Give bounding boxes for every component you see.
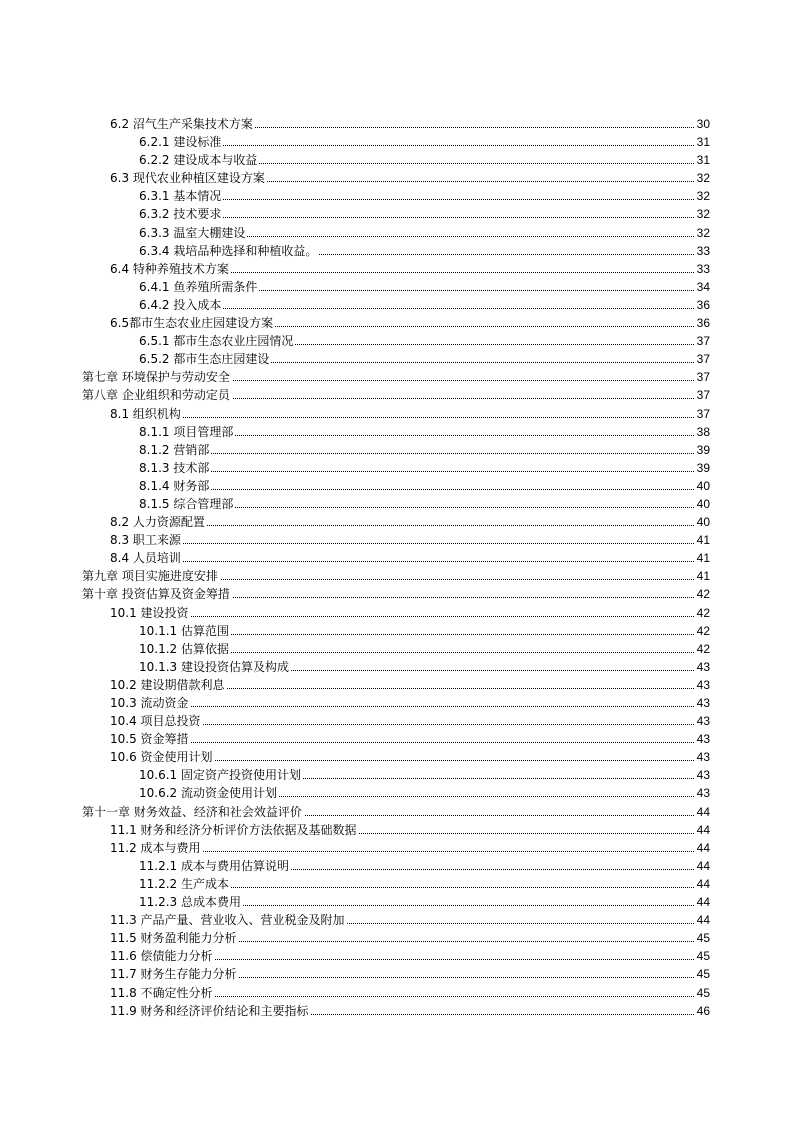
toc-entry-page-number: 41 <box>696 533 710 548</box>
toc-entry-page-number: 44 <box>696 876 710 891</box>
toc-entry-page-number: 41 <box>696 569 710 584</box>
toc-entry[interactable] <box>0 784 794 802</box>
toc-entry-page-number: 45 <box>696 985 710 1000</box>
toc-entry[interactable] <box>0 441 794 459</box>
toc-entry-title: 10.6.1 固定资产投资使用计划 <box>139 768 301 783</box>
toc-entry-page-number: 33 <box>696 243 710 258</box>
toc-entry[interactable] <box>0 549 794 567</box>
dot-leader <box>110 543 710 544</box>
toc-entry[interactable] <box>0 821 794 839</box>
dot-leader <box>110 561 710 562</box>
toc-entry-page-number: 39 <box>696 442 710 457</box>
toc-entry[interactable] <box>0 513 794 531</box>
toc-entry[interactable] <box>0 1002 794 1020</box>
toc-entry-page-number: 44 <box>696 822 710 837</box>
toc-entry[interactable] <box>0 658 794 676</box>
toc-entry-title: 6.3.3 温室大棚建设 <box>139 225 246 240</box>
toc-entry-title: 10.1.1 估算范围 <box>139 623 229 638</box>
toc-entry-title: 10.1.2 估算依据 <box>139 641 229 656</box>
toc-entry-title: 8.1.2 营销部 <box>139 442 210 457</box>
toc-entry[interactable] <box>0 151 794 169</box>
toc-entry-page-number: 45 <box>696 967 710 982</box>
toc-entry-title: 11.6 偿债能力分析 <box>110 949 213 964</box>
toc-entry[interactable] <box>0 169 794 187</box>
toc-entry-page-number: 38 <box>696 424 710 439</box>
toc-entry-title: 10.3 流动资金 <box>110 696 189 710</box>
toc-entry[interactable] <box>0 350 794 368</box>
toc-entry[interactable] <box>0 386 794 404</box>
toc-entry-page-number: 37 <box>696 370 710 385</box>
toc-entry-title: 6.3 现代农业种植区建设方案 <box>110 171 265 186</box>
toc-entry[interactable] <box>0 495 794 513</box>
toc-entry-page-number: 40 <box>696 496 710 511</box>
toc-entry-title: 6.5.2 都市生态庄园建设 <box>139 352 270 367</box>
toc-entry[interactable] <box>0 857 794 875</box>
toc-entry[interactable] <box>0 133 794 151</box>
toc-entry[interactable] <box>0 278 794 296</box>
toc-entry-title: 6.2.2 建设成本与收益 <box>139 153 258 168</box>
toc-entry-title: 6.4.2 投入成本 <box>139 297 222 312</box>
table-of-contents <box>0 115 794 1020</box>
toc-entry-title: 6.2.1 建设标准 <box>139 135 222 150</box>
toc-entry-page-number: 37 <box>696 388 710 403</box>
toc-entry[interactable] <box>0 893 794 911</box>
toc-entry-page-number: 44 <box>696 913 710 928</box>
toc-entry-title: 第九章 项目实施进度安排 <box>82 569 218 584</box>
toc-entry-title: 11.5 财务盈利能力分析 <box>110 931 237 946</box>
toc-entry-page-number: 31 <box>696 153 710 168</box>
toc-entry-page-number: 44 <box>696 804 710 819</box>
toc-entry[interactable] <box>0 676 794 694</box>
toc-entry-title: 6.4.1 鱼养殖所需条件 <box>139 279 258 294</box>
toc-entry-title: 8.1 组织机构 <box>110 406 181 421</box>
toc-entry-title: 10.2 建设期借款利息 <box>110 677 225 692</box>
toc-entry[interactable] <box>0 748 794 766</box>
toc-entry-page-number: 37 <box>696 334 710 349</box>
dot-leader <box>110 417 710 418</box>
toc-entry-title: 第十一章 财务效益、经济和社会效益评价 <box>82 804 302 819</box>
toc-entry[interactable] <box>0 187 794 205</box>
toc-entry-title: 6.3.2 技术要求 <box>139 207 222 222</box>
toc-entry[interactable] <box>0 459 794 477</box>
toc-entry-title: 11.1 财务和经济分析评价方法依据及基础数据 <box>110 822 357 837</box>
toc-entry-page-number: 43 <box>696 677 710 692</box>
toc-entry-title: 8.3 职工来源 <box>110 533 181 548</box>
toc-entry-title: 8.2 人力资源配置 <box>110 515 205 530</box>
toc-entry-title: 6.3.1 基本情况 <box>139 189 222 204</box>
toc-entry[interactable] <box>0 875 794 893</box>
toc-entry-page-number: 46 <box>696 1003 710 1018</box>
toc-entry-title: 8.1.5 综合管理部 <box>139 496 234 511</box>
toc-entry-page-number: 43 <box>696 696 710 710</box>
toc-entry-page-number: 37 <box>696 352 710 367</box>
toc-entry-title: 10.4 项目总投资 <box>110 714 201 729</box>
dot-leader <box>139 308 710 309</box>
toc-entry-title: 6.5都市生态农业庄园建设方案 <box>110 316 274 331</box>
toc-entry-page-number: 42 <box>696 605 710 620</box>
toc-entry-page-number: 43 <box>696 768 710 783</box>
toc-entry-title: 第十章 投资估算及资金筹措 <box>82 587 230 602</box>
toc-entry-page-number: 34 <box>696 279 710 294</box>
toc-entry[interactable] <box>0 965 794 983</box>
toc-entry-title: 8.4 人员培训 <box>110 551 181 566</box>
toc-entry[interactable] <box>0 567 794 585</box>
toc-entry-title: 11.8 不确定性分析 <box>110 985 213 1000</box>
toc-entry[interactable] <box>0 839 794 857</box>
toc-entry[interactable] <box>0 423 794 441</box>
toc-entry-page-number: 31 <box>696 135 710 150</box>
toc-entry[interactable] <box>0 224 794 242</box>
toc-entry-title: 第八章 企业组织和劳动定员 <box>82 388 230 403</box>
toc-entry-page-number: 36 <box>696 316 710 331</box>
toc-entry[interactable] <box>0 712 794 730</box>
toc-entry-page-number: 40 <box>696 478 710 493</box>
toc-entry-title: 11.2.1 成本与费用估算说明 <box>139 858 289 873</box>
toc-entry-page-number: 43 <box>696 659 710 674</box>
toc-entry-page-number: 44 <box>696 858 710 873</box>
toc-entry[interactable] <box>0 314 794 332</box>
toc-entry-title: 11.2.2 生产成本 <box>139 876 229 891</box>
toc-entry[interactable] <box>0 332 794 350</box>
toc-entry[interactable] <box>0 368 794 386</box>
toc-entry-title: 6.2 沼气生产采集技术方案 <box>110 117 253 131</box>
toc-entry-title: 10.6.2 流动资金使用计划 <box>139 786 277 801</box>
dot-leader <box>139 453 710 454</box>
toc-entry-page-number: 44 <box>696 840 710 855</box>
toc-entry-page-number: 30 <box>696 117 710 131</box>
toc-entry-page-number: 42 <box>696 641 710 656</box>
toc-entry-page-number: 45 <box>696 931 710 946</box>
toc-entry-title: 6.3.4 栽培品种选择和种植收益。 <box>139 243 318 258</box>
toc-entry-title: 6.4 特种养殖技术方案 <box>110 261 229 276</box>
toc-entry[interactable] <box>0 929 794 947</box>
toc-entry-title: 10.1.3 建设投资估算及构成 <box>139 659 289 674</box>
toc-entry-page-number: 41 <box>696 551 710 566</box>
toc-entry[interactable] <box>0 984 794 1002</box>
dot-leader <box>139 489 710 490</box>
toc-entry[interactable] <box>0 947 794 965</box>
dot-leader <box>110 706 710 707</box>
toc-entry-title: 11.3 产品产量、营业收入、营业税金及附加 <box>110 913 345 928</box>
toc-entry-page-number: 33 <box>696 261 710 276</box>
toc-entry-title: 10.5 资金筹措 <box>110 732 189 747</box>
toc-entry[interactable] <box>0 585 794 603</box>
dot-leader <box>110 616 710 617</box>
toc-entry[interactable] <box>0 115 794 133</box>
toc-entry[interactable] <box>0 260 794 278</box>
toc-entry-title: 11.2 成本与费用 <box>110 840 201 855</box>
toc-entry-title: 8.1.4 财务部 <box>139 478 210 493</box>
toc-entry[interactable] <box>0 803 794 821</box>
toc-entry-page-number: 32 <box>696 171 710 186</box>
toc-entry[interactable] <box>0 911 794 929</box>
toc-entry[interactable] <box>0 622 794 640</box>
toc-entry-page-number: 42 <box>696 587 710 602</box>
toc-entry-page-number: 39 <box>696 460 710 475</box>
dot-leader <box>139 145 710 146</box>
toc-entry-page-number: 43 <box>696 732 710 747</box>
toc-entry-page-number: 32 <box>696 207 710 222</box>
toc-entry[interactable] <box>0 730 794 748</box>
toc-entry-page-number: 45 <box>696 949 710 964</box>
toc-entry-title: 10.1 建设投资 <box>110 605 189 620</box>
toc-entry[interactable] <box>0 477 794 495</box>
toc-entry[interactable] <box>0 640 794 658</box>
toc-entry[interactable] <box>0 766 794 784</box>
toc-entry-page-number: 42 <box>696 623 710 638</box>
toc-entry-title: 8.1.1 项目管理部 <box>139 424 234 439</box>
toc-entry-title: 11.2.3 总成本费用 <box>139 895 241 910</box>
toc-entry-title: 第七章 环境保护与劳动安全 <box>82 370 230 385</box>
toc-entry[interactable] <box>0 604 794 622</box>
toc-entry-page-number: 37 <box>696 406 710 421</box>
dot-leader <box>110 742 710 743</box>
toc-entry-title: 11.7 财务生存能力分析 <box>110 967 237 982</box>
toc-entry[interactable] <box>0 242 794 260</box>
toc-entry-page-number: 36 <box>696 297 710 312</box>
toc-entry-page-number: 43 <box>696 786 710 801</box>
toc-entry[interactable] <box>0 531 794 549</box>
toc-entry[interactable] <box>0 405 794 423</box>
toc-entry[interactable] <box>0 694 794 712</box>
dot-leader <box>139 471 710 472</box>
dot-leader <box>139 217 710 218</box>
toc-entry-page-number: 44 <box>696 895 710 910</box>
toc-entry-title: 8.1.3 技术部 <box>139 460 210 475</box>
toc-entry[interactable] <box>0 205 794 223</box>
toc-entry-page-number: 43 <box>696 714 710 729</box>
toc-entry-page-number: 32 <box>696 189 710 204</box>
toc-entry-title: 6.5.1 都市生态农业庄园情况 <box>139 334 294 349</box>
toc-entry-page-number: 40 <box>696 515 710 530</box>
toc-entry-page-number: 32 <box>696 225 710 240</box>
toc-entry[interactable] <box>0 296 794 314</box>
toc-entry-title: 11.9 财务和经济评价结论和主要指标 <box>110 1003 309 1018</box>
dot-leader <box>139 199 710 200</box>
toc-entry-title: 10.6 资金使用计划 <box>110 750 213 765</box>
toc-entry-page-number: 43 <box>696 750 710 765</box>
